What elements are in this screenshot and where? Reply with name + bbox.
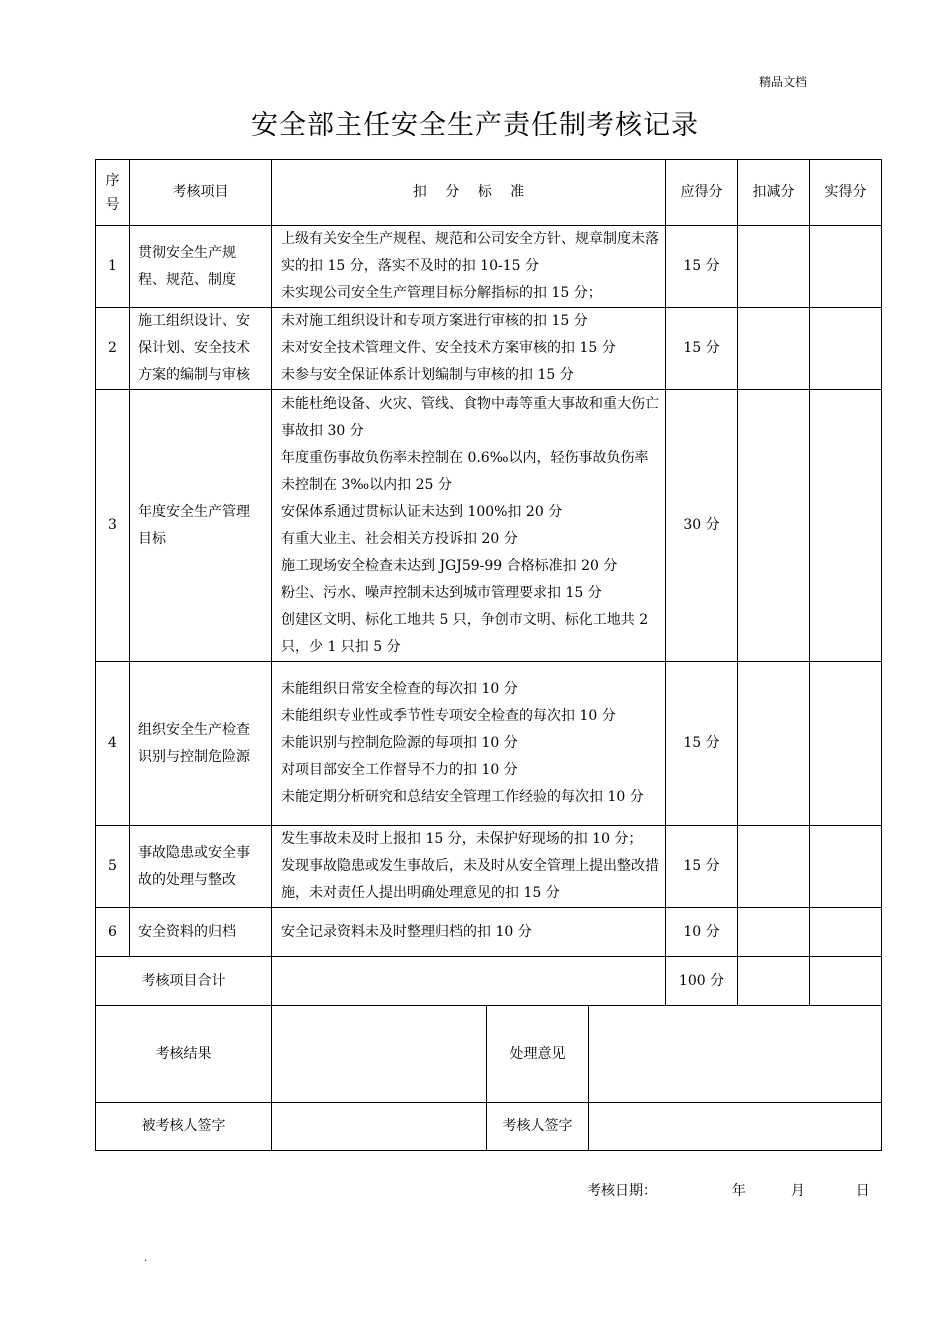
standard-line: 发生事故未及时上报扣 15 分，未保护好现场的扣 10 分； [281,831,643,847]
header-standard: 扣 分 标 准 [272,160,666,226]
total-score: 100 分 [666,957,738,1006]
row-due-score: 10 分 [666,908,738,957]
page-mark: . [144,1253,148,1264]
table-row [96,308,882,390]
table-row [96,826,882,908]
row-seq: 1 [96,226,130,308]
standard-line: 未实现公司安全生产管理目标分解指标的扣 15 分； [281,285,602,301]
result-label: 考核结果 [96,1006,272,1103]
row-item: 组织安全生产检查识别与控制危险源 [130,662,272,826]
standard-line: 未能杜绝设备、火灾、管线、食物中毒等重大事故和重大伤亡事故扣 30 分 [281,395,659,439]
examiner-signature-label: 考核人签字 [487,1103,589,1151]
assessment-date [587,1180,870,1200]
row-standards [272,226,666,308]
opinion-label: 处理意见 [487,1006,589,1103]
row-item: 年度安全生产管理目标 [130,390,272,662]
standard-line: 未能定期分析研究和总结安全管理工作经验的每次扣 10 分 [281,789,644,805]
standard-line: 安保体系通过贯标认证未达到 100%扣 20 分 [281,503,563,520]
standard-line: 粉尘、污水、噪声控制未达到城市管理要求扣 15 分 [281,584,602,601]
date-day: 日 [855,1183,870,1199]
standard-line: 对项目部安全工作督导不力的扣 10 分 [281,762,518,778]
total-label: 考核项目合计 [96,957,272,1006]
row-due-score: 15 分 [666,226,738,308]
date-month: 月 [790,1183,805,1199]
date-year: 年 [731,1183,746,1199]
row-deduct-cell[interactable] [738,308,810,390]
row-due-score: 15 分 [666,662,738,826]
row-actual-cell[interactable] [810,390,882,662]
row-standards [272,308,666,390]
standard-line: 有重大业主、社会相关方投诉扣 20 分 [281,530,518,547]
standard-line: 安全记录资料未及时整理归档的扣 10 分 [281,923,532,940]
examinee-signature-field[interactable] [272,1103,487,1151]
assessment-table [95,159,882,1006]
standard-line: 施工现场安全检查未达到 JGJ59-99 合格标准扣 20 分 [281,557,618,574]
total-row [96,957,882,1006]
result-field[interactable] [272,1006,487,1103]
row-due-score: 15 分 [666,308,738,390]
standard-line: 年度重伤事故负伤率未控制在 0.6‰以内，轻伤事故负伤率未控制在 3‰以内扣 25 分 [281,449,649,493]
row-item: 贯彻安全生产规程、规范、制度 [130,226,272,308]
header-due-score: 应得分 [666,160,738,226]
row-standards [272,390,666,662]
row-deduct-cell[interactable] [738,662,810,826]
table-row [96,662,882,826]
row-seq: 5 [96,826,130,908]
table-row [96,226,882,308]
standard-line: 未参与安全保证体系计划编制与审核的扣 15 分 [281,367,574,383]
row-due-score: 15 分 [666,826,738,908]
row-actual-cell[interactable] [810,308,882,390]
total-actual-cell[interactable] [810,957,882,1006]
standard-line: 未对安全技术管理文件、安全技术方案审核的扣 15 分 [281,340,616,356]
standard-line: 发现事故隐患或发生事故后，未及时从安全管理上提出整改措施，未对责任人提出明确处理意见的扣 15 分 [281,858,659,901]
header-deduct-score: 扣减分 [738,160,810,226]
header-actual-score: 实得分 [810,160,882,226]
table-row [96,390,882,662]
opinion-field[interactable] [589,1006,882,1103]
row-deduct-cell[interactable] [738,226,810,308]
row-standards [272,908,666,957]
row-item: 施工组织设计、安保计划、安全技术方案的编制与审核 [130,308,272,390]
table-row [96,908,882,957]
examiner-signature-field[interactable] [589,1103,882,1151]
row-seq: 4 [96,662,130,826]
date-label: 考核日期： [587,1183,657,1199]
standard-line: 未能组织日常安全检查的每次扣 10 分 [281,681,518,697]
result-row [96,1006,882,1103]
row-item: 事故隐患或安全事故的处理与整改 [130,826,272,908]
row-due-score: 30 分 [666,390,738,662]
standard-line: 未能识别与控制危险源的每项扣 10 分 [281,735,518,751]
row-deduct-cell[interactable] [738,390,810,662]
row-actual-cell[interactable] [810,826,882,908]
row-actual-cell[interactable] [810,226,882,308]
page-title: 安全部主任安全生产责任制考核记录 [251,110,699,141]
row-standards [272,662,666,826]
row-item: 安全资料的归档 [130,908,272,957]
header-item: 考核项目 [130,160,272,226]
signature-row [96,1103,882,1151]
row-seq: 3 [96,390,130,662]
total-deduct-cell[interactable] [738,957,810,1006]
header-seq: 序号 [96,160,130,226]
table-header-row [96,160,882,226]
total-standard-cell [272,957,666,1006]
standard-line: 未对施工组织设计和专项方案进行审核的扣 15 分 [281,313,588,329]
examinee-signature-label: 被考核人签字 [96,1103,272,1151]
standard-line: 未能组织专业性或季节性专项安全检查的每次扣 10 分 [281,708,616,724]
row-deduct-cell[interactable] [738,826,810,908]
standard-line: 创建区文明、标化工地共 5 只，争创市文明、标化工地共 2 只，少 1 只扣 5 分 [281,611,649,655]
watermark-text: 精品文档 [758,75,807,89]
result-table [95,1005,882,1151]
standard-line: 上级有关安全生产规程、规范和公司安全方针、规章制度未落实的扣 15 分，落实不及时的扣 10-15 分 [281,231,659,274]
row-standards [272,826,666,908]
row-actual-cell[interactable] [810,908,882,957]
row-seq: 2 [96,308,130,390]
row-actual-cell[interactable] [810,662,882,826]
row-deduct-cell[interactable] [738,908,810,957]
row-seq: 6 [96,908,130,957]
